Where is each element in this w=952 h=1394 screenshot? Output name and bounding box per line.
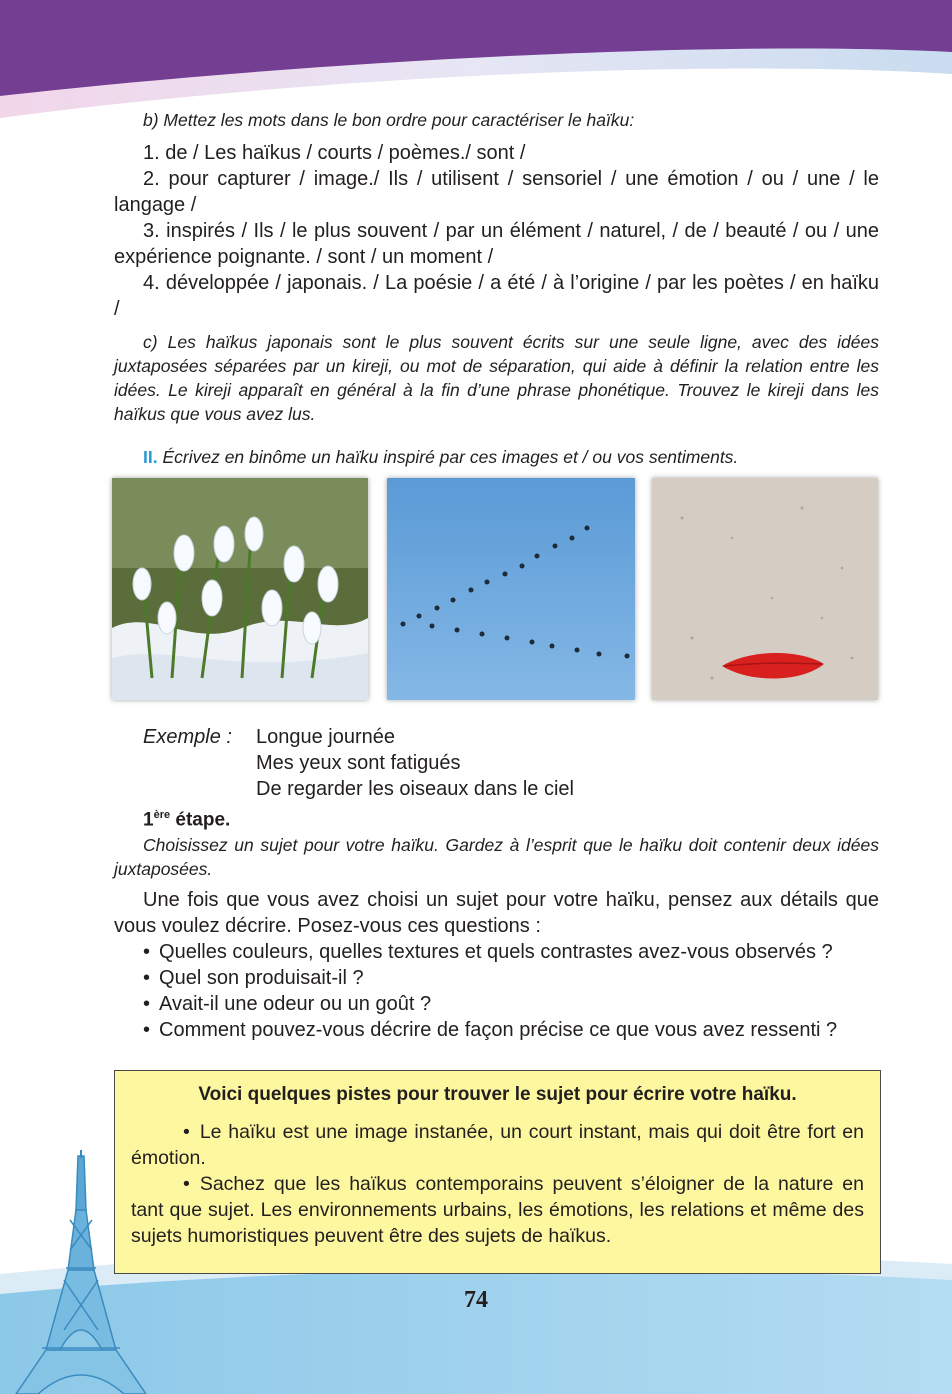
step-number: 1 [143, 809, 154, 831]
tip-box [114, 1070, 881, 1274]
instruction-ii [114, 445, 879, 469]
snowdrop-photo [112, 478, 368, 700]
haiku-lines [256, 724, 876, 802]
tip-title: Voici quelques pistes pour trouver le sujet pour écrire votre haïku. [198, 1084, 797, 1105]
list-item: • Quelles couleurs, quelles textures et quels contrastes avez-vous observés ? [114, 939, 879, 965]
step-instruction: Choisissez un sujet pour votre haïku. Gardez à l’esprit que le haïku doit contenir deux idées juxtaposées. [114, 835, 879, 880]
section-text: Écrivez en binôme un haïku inspiré par ces images et / ou vos sentiments. [157, 447, 739, 467]
list-item: • Avait-il une odeur ou un goût ? [114, 991, 879, 1017]
step-paragraph: Une fois que vous avez choisi un sujet pour votre haïku, pensez aux détails que vous voulez décrire. Posez-vous ces questions : [114, 889, 879, 938]
list-item: • Quel son produisait-il ? [114, 965, 879, 991]
list-item: 3. inspirés / Ils / le plus souvent / par un élément / naturel, / de / beauté / ou / une expérience poignante. / sont / un moment / [114, 220, 879, 268]
haiku-line: Longue journée [256, 726, 396, 748]
step-superscript: ère [153, 809, 171, 821]
photo-row [112, 478, 880, 702]
example-label: Exemple : [143, 726, 232, 748]
red-leaf-photo [652, 478, 878, 700]
list-item: 4. développée / japonais. / La poésie / a été / à l’origine / par les poètes / en haïku / [114, 272, 879, 320]
step-word: étape. [170, 809, 231, 831]
question-list [114, 939, 879, 1043]
list-item: 1. de / Les haïkus / courts / poèmes./ sont / [143, 142, 526, 164]
haiku-line: De regarder les oiseaux dans le ciel [256, 778, 574, 800]
birds-photo [387, 478, 635, 700]
page-number: 74 [464, 1287, 488, 1313]
section-number: II. [143, 447, 158, 467]
tip-item: • Sachez que les haïkus contemporains peuvent s’éloigner de la nature en tant que sujet. Les environnements urbains, les émotions, les relations et même des sujets humoristiques peuvent être des sujets de haïkus. [131, 1171, 864, 1249]
list-item: • Comment pouvez-vous décrire de façon précise ce que vous avez ressenti ? [114, 1017, 879, 1043]
step-title [114, 802, 879, 833]
step-1 [114, 802, 879, 1043]
tip-item: • Le haïku est une image instanée, un court instant, mais qui doit être fort en émotion. [131, 1119, 864, 1171]
instruction-b: b) Mettez les mots dans le bon ordre pour caractériser le haïku: [143, 110, 635, 130]
exercise-content [114, 108, 879, 426]
instruction-c: c) Les haïkus japonais sont le plus souvent écrits sur une seule ligne, avec des idées juxtaposées séparées par un kireji, ou mot de séparation, qui aide à définir la relation entre les idées. Le kireji apparaît en général à la fin d’une phrase phonétique. Trouvez le kireji dans les haïkus que vous avez lus. [114, 332, 879, 424]
list-item: 2. pour capturer / image./ Ils / utilisent / sensoriel / une émotion / ou / une / le langage / [114, 168, 879, 216]
haiku-line: Mes yeux sont fatigués [256, 752, 461, 774]
